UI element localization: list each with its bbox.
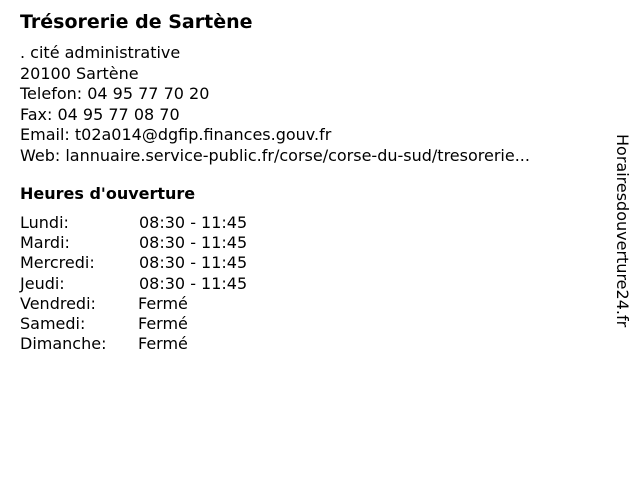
address-city: 20100 Sartène	[20, 63, 139, 83]
site-watermark	[612, 134, 632, 374]
phone-number: Telefon: 04 95 77 70 20	[20, 84, 210, 103]
page-title: Trésorerie de Sartène	[20, 11, 253, 33]
time-value: 08:30 - 11:45	[139, 213, 248, 232]
email-address: Email: t02a014@dgfip.finances.gouv.fr	[20, 125, 332, 144]
day-label: Jeudi:	[20, 273, 65, 293]
opening-hours-heading: Heures d'ouverture	[20, 184, 196, 203]
fax-number: Fax: 04 95 77 08 70	[20, 104, 180, 124]
day-label: Mercredi:	[20, 253, 95, 273]
day-label: Samedi:	[20, 313, 86, 333]
time-value: 08:30 - 11:45	[139, 253, 248, 273]
website-link: Web: lannuaire.service-public.fr/corse/corse-du-sud/tresorerie...	[20, 145, 530, 165]
day-label: Dimanche:	[20, 334, 107, 354]
day-label: Mardi:	[20, 233, 70, 253]
time-value: 08:30 - 11:45	[139, 273, 248, 293]
time-value: Fermé	[138, 313, 188, 333]
day-label: Vendredi:	[20, 293, 96, 313]
time-value: Fermé	[138, 293, 188, 313]
time-value: 08:30 - 11:45	[139, 233, 248, 253]
time-value: Fermé	[138, 334, 188, 354]
watermark-text: Horairesdouverture24.fr	[613, 134, 632, 328]
address-street: . cité administrative	[20, 43, 181, 62]
address-block	[20, 43, 530, 166]
day-label: Lundi:	[20, 213, 69, 232]
